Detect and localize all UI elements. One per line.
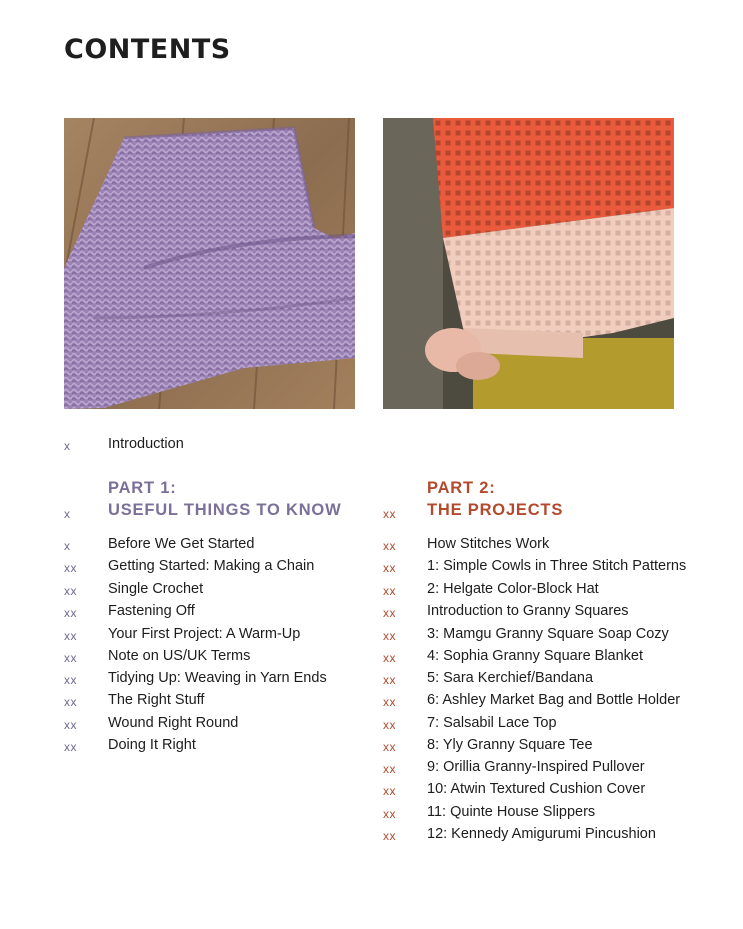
page-number: xx [64, 651, 77, 665]
entry-label: 11: Quinte House Slippers [427, 804, 596, 820]
page-number: xx [383, 807, 396, 821]
entry-label: 1: Simple Cowls in Three Stitch Patterns [427, 558, 687, 574]
part1-heading-line2: USEFUL THINGS TO KNOW [108, 501, 342, 519]
toc-entry[interactable] [0, 623, 743, 645]
page-number: xx [64, 629, 77, 643]
part2-page-number: xx [383, 507, 396, 521]
entry-label: The Right Stuff [108, 692, 205, 708]
toc-entry[interactable] [0, 555, 743, 577]
entry-label: 7: Salsabil Lace Top [427, 715, 557, 731]
page-number: xx [383, 561, 396, 575]
toc-entry[interactable] [0, 533, 743, 555]
entry-label: Doing It Right [108, 737, 196, 753]
toc-entry[interactable] [0, 600, 743, 622]
page-number: xx [383, 762, 396, 776]
toc-entry[interactable] [0, 778, 743, 800]
page-number: xx [64, 606, 77, 620]
entry-label: How Stitches Work [427, 536, 550, 552]
part2-heading-line2: THE PROJECTS [427, 501, 564, 519]
toc-entry[interactable] [0, 734, 743, 756]
page-number: xx [64, 673, 77, 687]
page-number: xx [383, 584, 396, 598]
entry-label: Single Crochet [108, 581, 204, 597]
part1-page-number: x [64, 507, 71, 521]
entry-label: Your First Project: A Warm-Up [108, 626, 301, 642]
entry-label: Note on US/UK Terms [108, 648, 251, 664]
entry-label: 6: Ashley Market Bag and Bottle Holder [427, 692, 681, 708]
entry-label: 4: Sophia Granny Square Blanket [427, 648, 644, 664]
part2-heading-line1: PART 2: [427, 479, 496, 497]
entry-label: 12: Kennedy Amigurumi Pincushion [427, 826, 656, 842]
toc-entry[interactable] [0, 801, 743, 823]
entry-label: Wound Right Round [108, 715, 239, 731]
page-number: x [64, 539, 71, 553]
page-number: xx [383, 629, 396, 643]
page-number: xx [64, 718, 77, 732]
page-number: xx [64, 695, 77, 709]
toc-entry-introduction[interactable] [0, 433, 743, 455]
cowl-photo [64, 118, 355, 409]
page-number: xx [383, 606, 396, 620]
page-number: xx [383, 829, 396, 843]
page-number: xx [383, 784, 396, 798]
entry-label: Introduction to Granny Squares [427, 603, 629, 619]
page-number: xx [383, 695, 396, 709]
toc-entry[interactable] [0, 823, 743, 845]
entry-label: 10: Atwin Textured Cushion Cover [427, 781, 646, 797]
page-number: xx [64, 584, 77, 598]
page-number: xx [64, 561, 77, 575]
entry-label: 9: Orillia Granny-Inspired Pullover [427, 759, 645, 775]
page-number: xx [383, 673, 396, 687]
entry-label: Fastening Off [108, 603, 195, 619]
entry-label: 5: Sara Kerchief/Bandana [427, 670, 594, 686]
entry-label: 3: Mamgu Granny Square Soap Cozy [427, 626, 669, 642]
toc-entry[interactable] [0, 712, 743, 734]
entry-label: Before We Get Started [108, 536, 255, 552]
toc-entry[interactable] [0, 578, 743, 600]
page-title: CONTENTS [64, 34, 231, 65]
sweater-photo [383, 118, 674, 409]
entry-label: 8: Yly Granny Square Tee [427, 737, 593, 753]
page-number: xx [383, 740, 396, 754]
part1-heading-line1: PART 1: [108, 479, 177, 497]
toc-entry[interactable] [0, 756, 743, 778]
entry-label: Tidying Up: Weaving in Yarn Ends [108, 670, 327, 686]
entry-label: 2: Helgate Color-Block Hat [427, 581, 599, 597]
entry-label: Getting Started: Making a Chain [108, 558, 315, 574]
page-number: xx [383, 718, 396, 732]
entry-label: Introduction [108, 436, 184, 452]
page-number: xx [383, 539, 396, 553]
page-number: xx [383, 651, 396, 665]
page-number: xx [64, 740, 77, 754]
toc-entry[interactable] [0, 689, 743, 711]
page-number: x [64, 439, 71, 453]
toc-entry[interactable] [0, 667, 743, 689]
toc-entry[interactable] [0, 645, 743, 667]
